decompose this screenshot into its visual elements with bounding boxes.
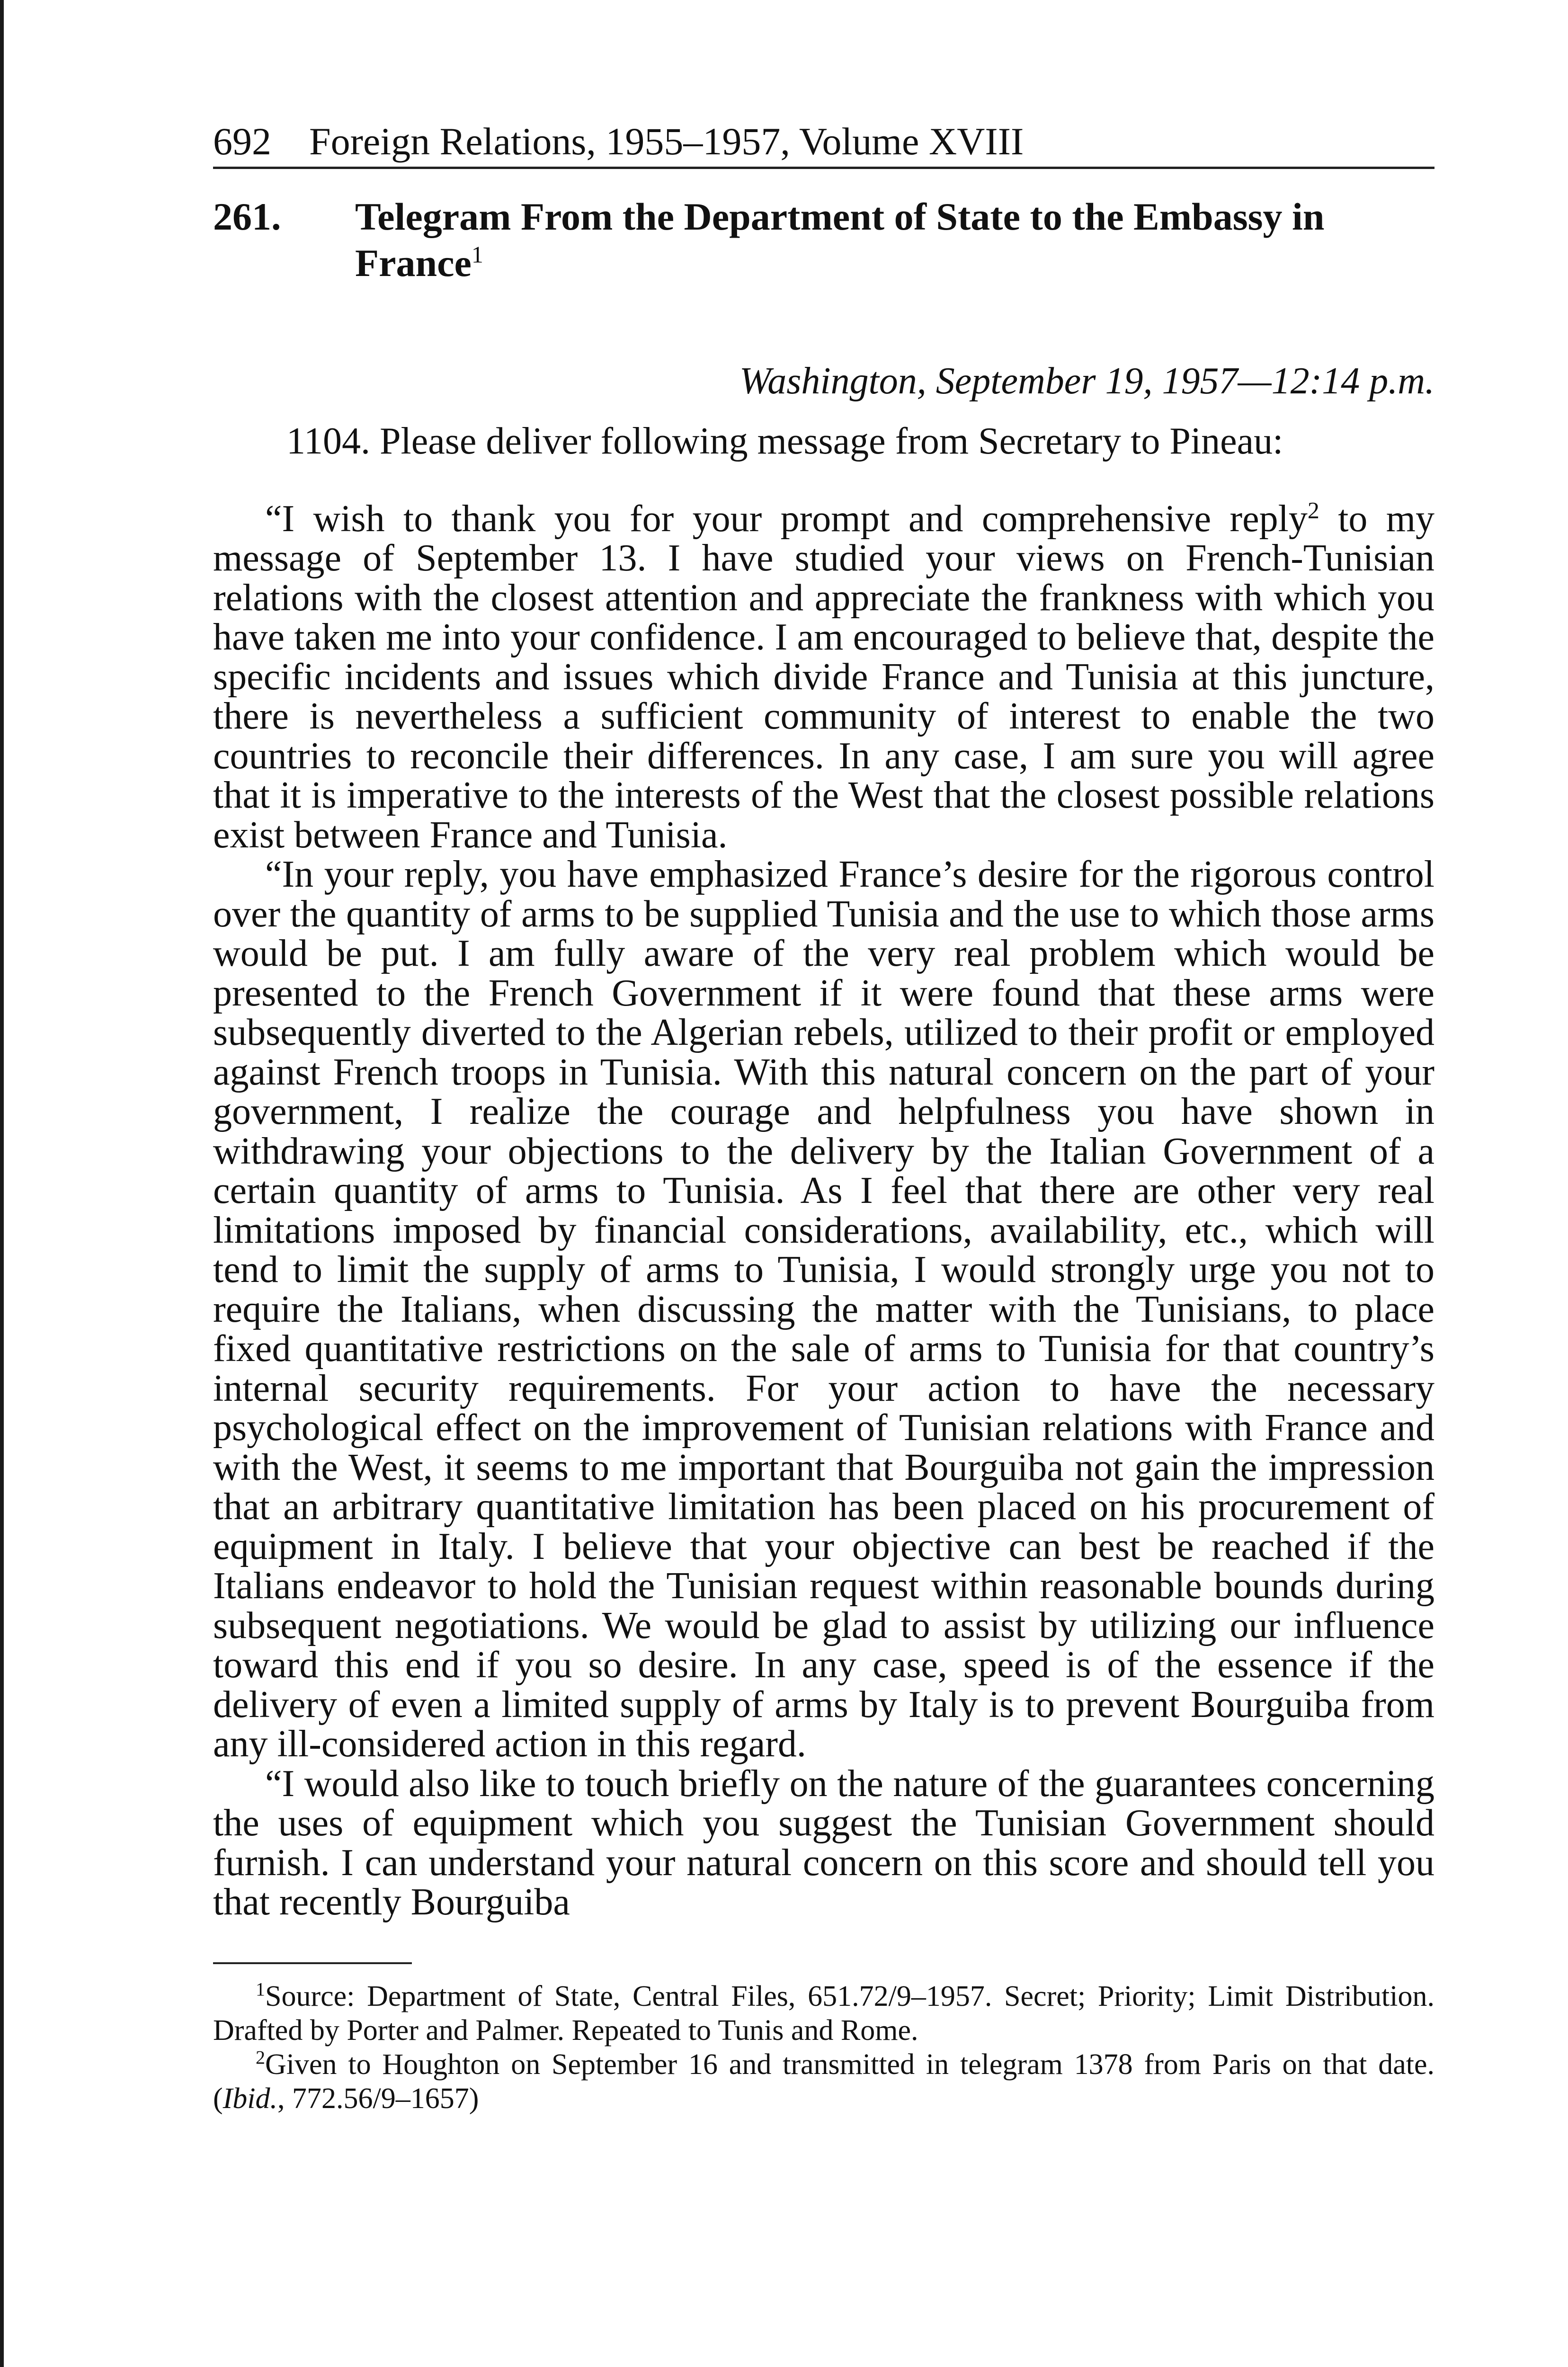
footnote-1 <box>213 1979 1434 2047</box>
document-title <box>355 194 1434 286</box>
scan-page-edge <box>0 0 4 2367</box>
footnote-2-text-b: , 772.56/9–1657) <box>277 2082 479 2115</box>
footnote-2-marker: 2 <box>256 2046 265 2068</box>
message-paragraph-2: “In your reply, you have emphasized France’s desire for the rigorous control over the quantity of arms to be supplied Tunisia and the use to which those arms would be put. I am fully aware of the very real problem which would be presented to the French Government if it were found that these arms were subsequently diverted to the Algerian rebels, utilized to their profit or employed against French troops in Tunisia. With this natural concern on the part of your government, I realize the courage and helpfulness you have shown in withdrawing your objections to the delivery by the Italian Government of a certain quantity of arms to Tunisia. As I feel that there are other very real limitations imposed by financial considerations, availability, etc., which will tend to limit the supply of arms to Tunisia, I would strongly urge you not to require the Italians, when discussing the matter with the Tunisians, to place fixed quantitative restrictions on the sale of arms to Tunisia for that country’s internal security requirements. For your action to have the necessary psychological effect on the improvement of Tunisian relations with France and with the West, it seems to me important that Bourguiba not gain the impression that an arbitrary quantitative limitation has been placed on his procurement of equipment in Italy. I believe that your objective can best be reached if the Italians endeavor to hold the Tunisian request within reasonable bounds during subsequent negotiations. We would be glad to assist by utilizing our influence toward this end if you so desire. In any case, speed is of the essence if the delivery of even a limited supply of arms by Italy is to prevent Bourguiba from any ill-considered action in this regard. <box>213 854 1434 1765</box>
running-title: Foreign Relations, 1955–1957, Volume XVIII <box>309 120 1024 163</box>
footnote-divider <box>213 1962 412 1964</box>
page-number: 692 <box>213 120 271 163</box>
footnotes <box>213 1979 1434 2116</box>
telegram-lead: 1104. Please deliver following message from Secretary to Pineau: <box>286 420 1283 462</box>
footnote-2-text-a: Given to Houghton on September 16 and transmitted in telegram 1378 from Paris on that date. ( <box>213 2048 1434 2115</box>
document-heading <box>213 194 1434 286</box>
title-footnote-marker: 1 <box>471 241 483 268</box>
footnote-2 <box>213 2047 1434 2116</box>
document-number: 261. <box>213 195 281 238</box>
footnote-2-ibid: Ibid. <box>223 2082 278 2115</box>
document-page <box>213 118 1434 2116</box>
reply-footnote-marker: 2 <box>1307 496 1319 523</box>
paragraph-1-text-a: “I wish to thank you for your prompt and comprehensive reply <box>265 498 1308 540</box>
message-paragraph-3: “I would also like to touch briefly on the nature of the guarantees concerning the uses of equipment which you suggest the Tunisian Government should furnish. I can understand your natural concern on this score and should tell you that recently Bourguiba <box>213 1762 1434 1923</box>
running-header <box>213 118 1434 169</box>
document-title-text: Telegram From the Department of State to the Embassy in France <box>355 195 1325 285</box>
footnote-1-text: Source: Department of State, Central Files, 651.72/9–1957. Secret; Priority; Limit Distribution. Drafted by Porter and Palmer. Repeated to Tunis and Rome. <box>213 1980 1434 2047</box>
footnote-1-marker: 1 <box>256 1978 265 2000</box>
message-paragraph-1 <box>213 496 1435 856</box>
paragraph-1-text-b: to my message of September 13. I have studied your views on French-Tunisian relations with the closest attention and appreciate the frankness with which you have taken me into your confidence. I am encouraged to believe that, despite the specific incidents and issues which divide France and Tunisia at this juncture, there is nevertheless a sufficient community of interest to enable the two countries to reconcile their differences. In any case, I am sure you will agree that it is imperative to the interests of the West that the closest possible relations exist between France and Tunisia. <box>213 498 1435 856</box>
dateline: Washington, September 19, 1957—12:14 p.m. <box>739 360 1434 402</box>
